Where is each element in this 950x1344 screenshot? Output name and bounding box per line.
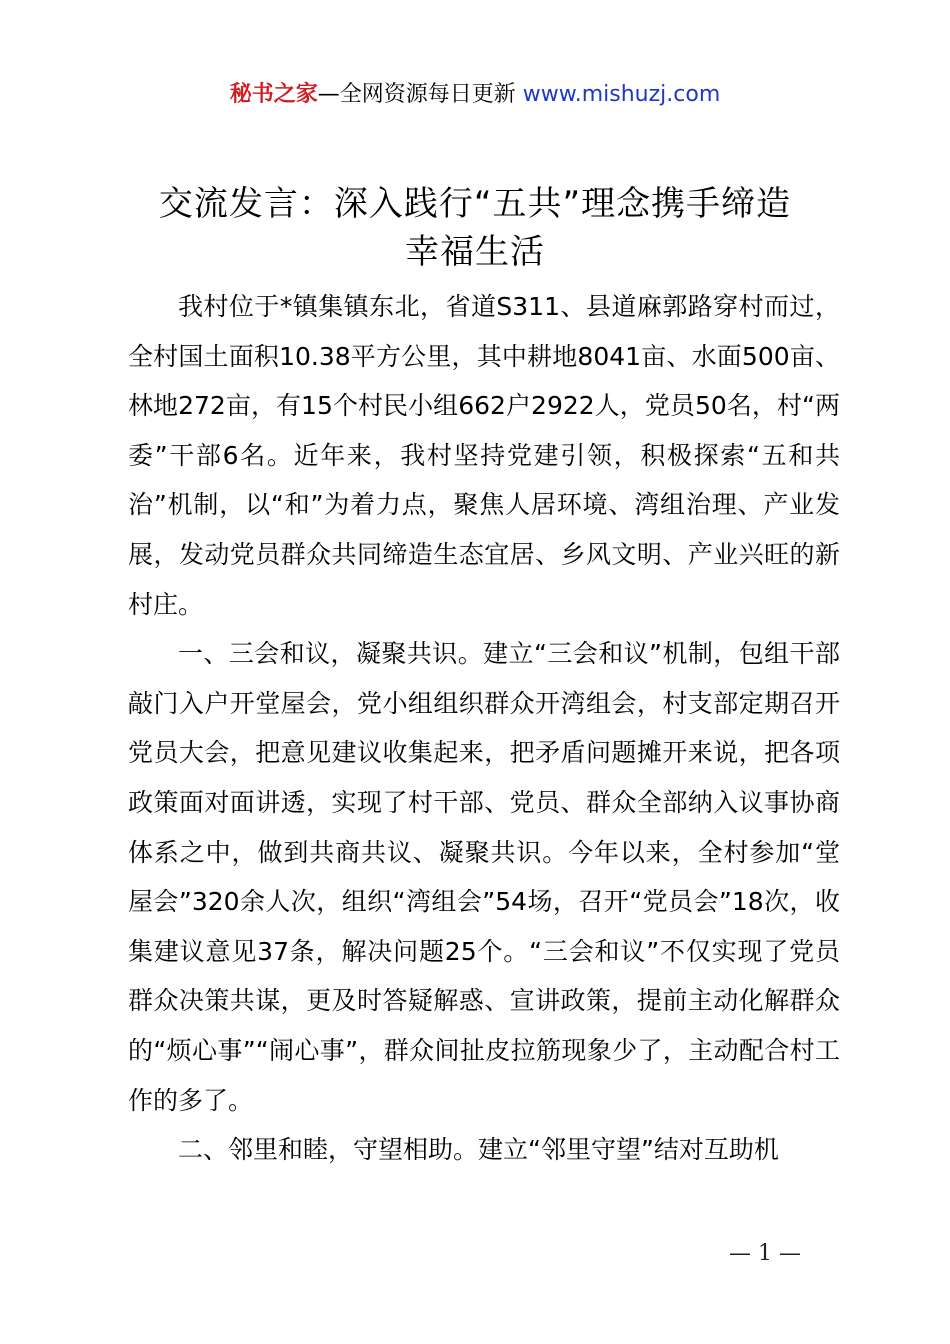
site-url-link[interactable]: www.mishuzj.com xyxy=(522,82,721,107)
brand-name: 秘书之家 xyxy=(229,82,318,107)
page-number: — 1 — xyxy=(729,1241,801,1266)
paragraph-intro: 我村位于*镇集镇东北，省道S311、县道麻郭路穿村而过，全村国土面积10.38平方公里，其中耕地8041亩、水面500亩、林地272亩，有15个村民小组662户2922人，党员50名，村“两委”干部6名。近年来，我村坚持党建引领，积极探索“五和共治”机制，以“和”为着力点，聚焦人居环境、湾组治理、产业发展，发动党员群众共同缔造生态宜居、乡风文明、产业兴旺的新村庄。 xyxy=(128,292,840,619)
title-line-1: 交流发言：深入践行“五共”理念携手缔造 xyxy=(158,184,792,224)
header-slogan: —全网资源每日更新 xyxy=(317,82,516,107)
paragraph-section-2: 二、邻里和睦，守望相助。建立“邻里守望”结对互助机 xyxy=(178,1135,779,1165)
document-body xyxy=(128,282,840,1175)
title-line-2: 幸福生活 xyxy=(405,232,545,272)
paragraph-section-1: 一、三会和议，凝聚共识。建立“三会和议”机制，包组干部敲门入户开堂屋会，党小组组织群众开湾组会，村支部定期召开党员大会，把意见建议收集起来，把矛盾问题摊开来说，把各项政策面对面讲透，实现了村干部、党员、群众全部纳入议事协商体系之中，做到共商共议、凝聚共识。今年以来，全村参加“堂屋会”320余人次，组织“湾组会”54场，召开“党员会”18次，收集建议意见37条，解决问题25个。“三会和议”不仅实现了党员群众决策共谋，更及时答疑解惑、宣讲政策，提前主动化解群众的“烦心事”“闹心事”，群众间扯皮拉筋现象少了，主动配合村工作的多了。 xyxy=(128,639,840,1115)
site-header xyxy=(0,78,950,112)
document-title xyxy=(120,180,830,276)
